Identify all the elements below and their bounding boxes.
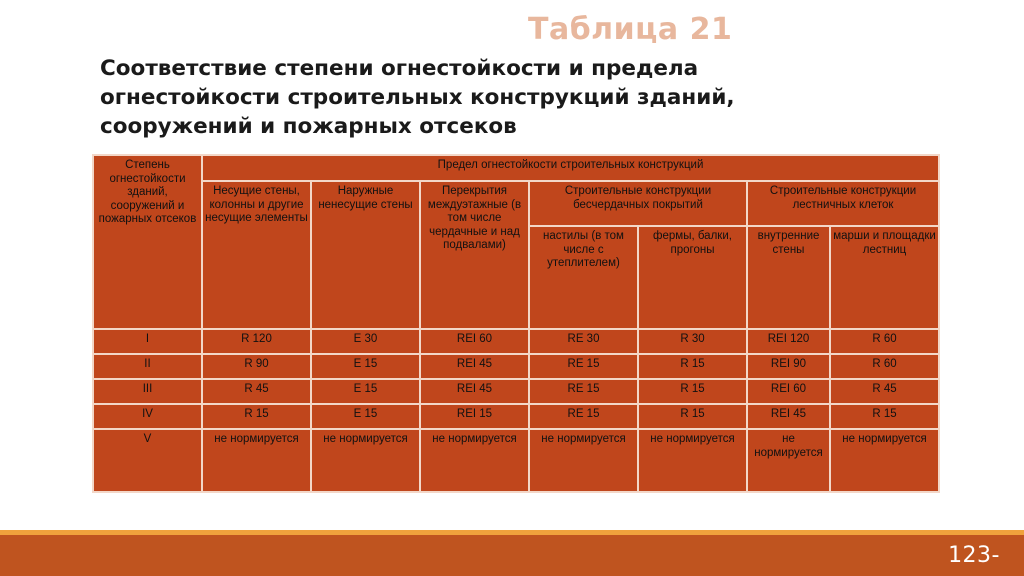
footer-bar: [0, 535, 1024, 576]
table-cell: R 15: [638, 404, 747, 429]
table-row: [93, 379, 939, 404]
table-cell: не нормируется: [311, 429, 420, 492]
table-cell: REI 45: [420, 354, 529, 379]
slide-title-line: огнестойкости строительных конструкций зданий,: [100, 85, 735, 110]
table-cell: R 120: [202, 329, 311, 354]
table-row: [93, 329, 939, 354]
table-row: [93, 354, 939, 379]
table-cell: не нормируется: [202, 429, 311, 492]
table-cell: RE 15: [529, 354, 638, 379]
header-floors: Перекрытия междуэтажные (в том числе чердачные и над подвалами): [420, 181, 529, 329]
table-cell: RE 15: [529, 404, 638, 429]
table-cell: REI 60: [747, 379, 830, 404]
header-bearing-elements: Несущие стены, колонны и другие несущие элементы: [202, 181, 311, 329]
table-cell: не нормируется: [830, 429, 939, 492]
fire-resistance-table: [92, 154, 940, 493]
table-cell: REI 45: [747, 404, 830, 429]
header-roofs-group: Строительные конструкции бесчердачных покрытий: [529, 181, 747, 226]
degree-cell: IV: [93, 404, 202, 429]
table-cell: E 15: [311, 354, 420, 379]
header-inner-walls: внутренние стены: [747, 226, 830, 329]
table-cell: R 45: [202, 379, 311, 404]
table-cell: R 60: [830, 354, 939, 379]
table-number-label: Таблица 21: [528, 12, 733, 47]
table-cell: RE 30: [529, 329, 638, 354]
degree-cell: V: [93, 429, 202, 492]
header-outer-walls: Наружные ненесущие стены: [311, 181, 420, 329]
table-row: [93, 429, 939, 492]
table-cell: E 30: [311, 329, 420, 354]
table-cell: RE 15: [529, 379, 638, 404]
slide-title-line: сооружений и пожарных отсеков: [100, 114, 517, 139]
degree-cell: I: [93, 329, 202, 354]
table-cell: не нормируется: [529, 429, 638, 492]
header-trusses: фермы, балки, прогоны: [638, 226, 747, 329]
table-cell: не нормируется: [420, 429, 529, 492]
page-number: 123-: [948, 543, 1000, 568]
table-cell: REI 90: [747, 354, 830, 379]
table-cell: R 15: [638, 379, 747, 404]
table-cell: R 60: [830, 329, 939, 354]
header-stairs-group: Строительные конструкции лестничных клеток: [747, 181, 939, 226]
table-cell: R 15: [202, 404, 311, 429]
table-cell: R 15: [830, 404, 939, 429]
table-cell: R 15: [638, 354, 747, 379]
slide-title: [100, 54, 860, 141]
table-cell: R 30: [638, 329, 747, 354]
table-cell: REI 120: [747, 329, 830, 354]
header-limit-group: Предел огнестойкости строительных конструкций: [202, 155, 939, 181]
table-cell: E 15: [311, 404, 420, 429]
table-cell: REI 60: [420, 329, 529, 354]
degree-cell: II: [93, 354, 202, 379]
table-cell: не нормируется: [638, 429, 747, 492]
table-cell: не нормируется: [747, 429, 830, 492]
table-cell: R 45: [830, 379, 939, 404]
table-cell: REI 15: [420, 404, 529, 429]
table-cell: R 90: [202, 354, 311, 379]
header-flights: марши и площадки лестниц: [830, 226, 939, 329]
table-cell: E 15: [311, 379, 420, 404]
table-row: [93, 404, 939, 429]
slide-title-line: Соответствие степени огнестойкости и предела: [100, 56, 699, 81]
header-decking: настилы (в том числе с утеплителем): [529, 226, 638, 329]
table-cell: REI 45: [420, 379, 529, 404]
header-degree: Степень огнестойкости зданий, сооружений и пожарных отсеков: [93, 155, 202, 329]
degree-cell: III: [93, 379, 202, 404]
